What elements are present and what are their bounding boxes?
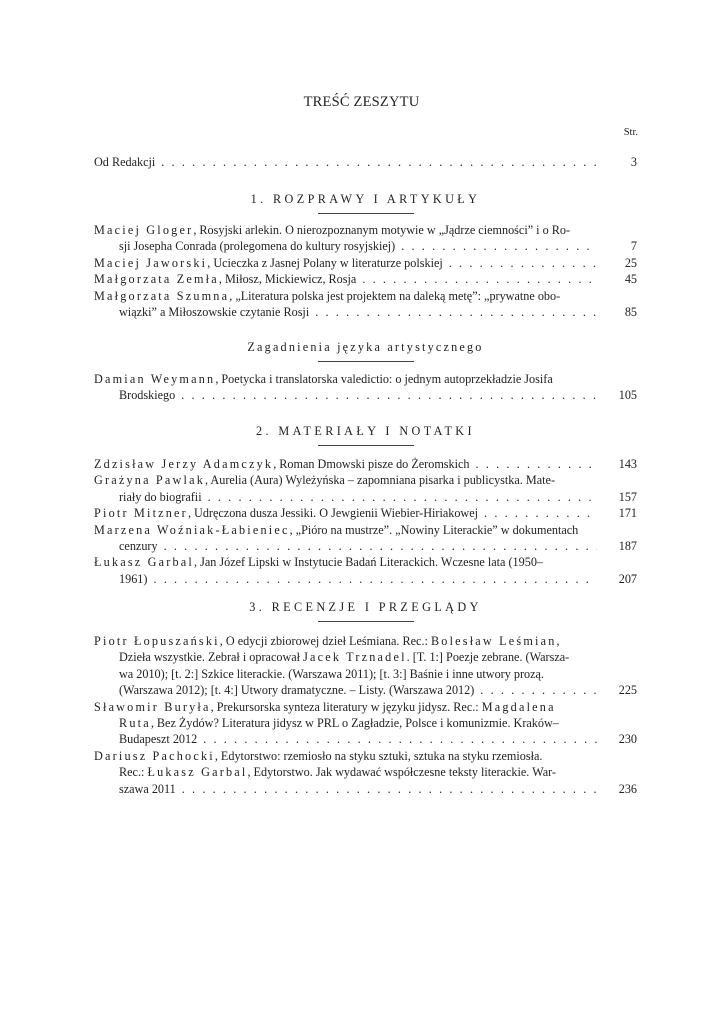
entry-author: Grażyna Pawlak (94, 473, 206, 488)
entry-text: , Roman Dmowski pisze do Żeromskich (273, 457, 470, 471)
entry-line (94, 649, 637, 665)
leader-dots (449, 255, 597, 271)
entry-text: , Jan Józef Lipski w Instytucie Badań Literackich. Wczesne lata (1950– (194, 555, 544, 570)
entry-text: riały do biografii (119, 489, 202, 504)
entry-author: Małgorzata Zemła (94, 272, 219, 287)
entry-text: szawa 2011 (119, 781, 176, 796)
page-number: 105 (618, 388, 637, 403)
toc-entry[interactable] (94, 633, 637, 699)
entry-line (94, 699, 637, 715)
toc-entry[interactable] (94, 554, 637, 587)
entry-line (94, 222, 637, 238)
entry-text: , Aurelia (Aura) Wyleżyńska – zapomniana pisarka i publicystka. Mate- (205, 473, 556, 488)
entry-text: , Rosyjski arlekin. O nierozpoznanym motywie w „Jądrze ciemności” i o Ro- (193, 223, 571, 237)
page-title: TREŚĆ ZESZYTU (303, 94, 420, 110)
entry-text: Brodskiego (119, 388, 176, 403)
entry-line (94, 764, 637, 780)
section-title: 3. RECENZJE I PRZEGLĄDY (249, 600, 482, 614)
leader-dots (161, 154, 597, 170)
entry-line (94, 522, 637, 538)
entry-author: Marzena Woźniak-Łabieniec (94, 522, 290, 537)
toc-entry[interactable] (94, 505, 637, 521)
page-number: 45 (624, 272, 637, 287)
toc-entry[interactable] (94, 255, 637, 271)
entry-text: , O edycji zbiorowej dzieł Leśmiana. Rec.: (219, 634, 431, 648)
toc-entry[interactable] (94, 271, 637, 287)
entry-text: , Ucieczka z Jasnej Polany w literaturze polskiej (207, 255, 443, 270)
section-divider (318, 445, 414, 446)
leader-dots (182, 781, 597, 797)
leader-dots (208, 489, 597, 505)
section-heading (94, 424, 637, 446)
entry-text: . [T. 1:] Poezje zebrane. (Warsza- (406, 650, 570, 665)
entry-line (94, 633, 637, 649)
page-number: 225 (618, 683, 637, 698)
entry-line (94, 715, 637, 731)
page-number: 143 (618, 457, 637, 471)
page-number: 171 (618, 506, 637, 521)
page-number: 85 (624, 305, 637, 320)
leader-dots (315, 304, 597, 320)
page-number: 3 (630, 155, 637, 169)
entry-author: Małgorzata Szumna (94, 288, 230, 303)
entry-text: , Edytorstwo. Jak wydawać współczesne teksty literackie. War- (247, 765, 556, 780)
entry-text: Dzieła wszystkie. Zebrał i opracował (119, 650, 304, 665)
entry-text: (Warszawa 2012); [t. 4:] Utwory dramatyczne. – Listy. (Warszawa 2012) (119, 683, 475, 698)
entry-author: Dariusz Pachocki (94, 748, 215, 763)
leader-dots (362, 271, 597, 287)
entry-line (94, 371, 637, 387)
leader-dots (476, 456, 597, 472)
entry-text: , „Literatura polska jest projektem na daleką metę”: „prywatne obo- (229, 288, 561, 303)
leader-dots (153, 571, 597, 587)
entry-text: wiązki” a Miłoszowskie czytanie Rosji (119, 305, 310, 320)
leader-dots (181, 387, 597, 403)
leader-dots (480, 682, 597, 698)
toc-entry-intro[interactable] (94, 154, 637, 170)
toc-entry[interactable] (94, 288, 637, 321)
entry-author: Maciej Gloger (94, 223, 194, 237)
entry-author: Zdzisław Jerzy Adamczyk (94, 457, 274, 471)
entry-line (94, 554, 637, 570)
reviewed-author: Jacek Trznadel (303, 650, 407, 665)
toc-entry[interactable] (94, 222, 637, 255)
leader-dots (164, 538, 597, 554)
entry-author: Damian Weymann (94, 372, 216, 386)
page-number: 207 (618, 571, 637, 586)
section-divider (318, 213, 414, 214)
entry-line (94, 748, 637, 764)
entry-text: 1961) (119, 571, 148, 586)
entry-author: Maciej Jaworski (94, 255, 208, 270)
entry-text: , Poetycka i translatorska valedictio: o jednym autoprzekładzie Josifa (215, 372, 553, 386)
entry-author: Łukasz Garbal (94, 555, 194, 570)
toc-entry[interactable] (94, 456, 637, 472)
entry-text: , Bez Żydów? Literatura jidysz w PRL o Zagładzie, Polsce i komunizmie. Kraków– (150, 716, 559, 731)
subsection-heading (94, 340, 637, 362)
entry-author: Sławomir Buryła (94, 699, 211, 714)
entry-title: Od Redakcji (94, 155, 156, 169)
entry-text: Rec.: (119, 765, 148, 780)
page-number: 25 (624, 255, 637, 270)
leader-dots (401, 238, 597, 254)
page-number: 7 (630, 239, 637, 254)
page-number: 230 (618, 732, 637, 747)
entry-text: sji Josepha Conrada (prolegomena do kultury rosyjskiej) (119, 239, 396, 254)
entry-author: Piotr Łopuszański (94, 634, 220, 648)
section-divider (318, 621, 414, 622)
toc-entry[interactable] (94, 522, 637, 555)
entry-text: , Miłosz, Mickiewicz, Rosja (218, 272, 357, 287)
reviewed-author: Magdalena (481, 699, 556, 714)
toc-entry[interactable] (94, 472, 637, 505)
page-number: 187 (618, 539, 637, 554)
entry-text: , „Pióro na mustrze”. „Nowiny Literackie” w dokumentach (289, 522, 579, 537)
entry-text: , Edytorstwo: rzemiosło na styku sztuki, sztuka na styku rzemiosła. (214, 748, 543, 763)
leader-dots (484, 505, 597, 521)
leader-dots (203, 731, 597, 747)
entry-text: Budapeszt 2012 (119, 732, 198, 747)
entry-text: cenzury (119, 539, 158, 554)
toc-entry[interactable] (94, 699, 637, 748)
section-title: 1. ROZPRAWY I ARTYKUŁY (250, 192, 481, 206)
page-number: 236 (618, 781, 637, 796)
section-heading (94, 600, 637, 622)
entry-text: , (556, 634, 560, 648)
page-number: 157 (618, 489, 637, 504)
reviewed-author: Łukasz Garbal (147, 765, 248, 780)
section-title: Zagadnienia języka artystycznego (247, 340, 484, 354)
reviewed-author: Bolesław Leśmian (430, 634, 557, 648)
entry-line (94, 472, 637, 488)
entry-author: Piotr Mitzner (94, 506, 188, 521)
reviewed-author: Ruta (119, 716, 151, 731)
entry-line: wa 2010); [t. 2:] Szkice literackie. (Warszawa 2011); [t. 3:] Baśnie i inne utwory prozą. (119, 666, 544, 681)
page-column-label: Str. (623, 127, 638, 138)
toc-entry[interactable] (94, 748, 637, 797)
toc-entry[interactable] (94, 371, 637, 404)
section-heading (94, 192, 637, 214)
entry-text: , Prekursorska synteza literatury w języku jidysz. Rec.: (210, 699, 482, 714)
entry-line (94, 288, 637, 304)
entry-text: , Udręczona dusza Jessiki. O Jewgienii Wiebier-Hiriakowej (187, 506, 479, 521)
section-title: 2. MATERIAŁY I NOTATKI (256, 424, 475, 438)
section-divider (318, 361, 414, 362)
